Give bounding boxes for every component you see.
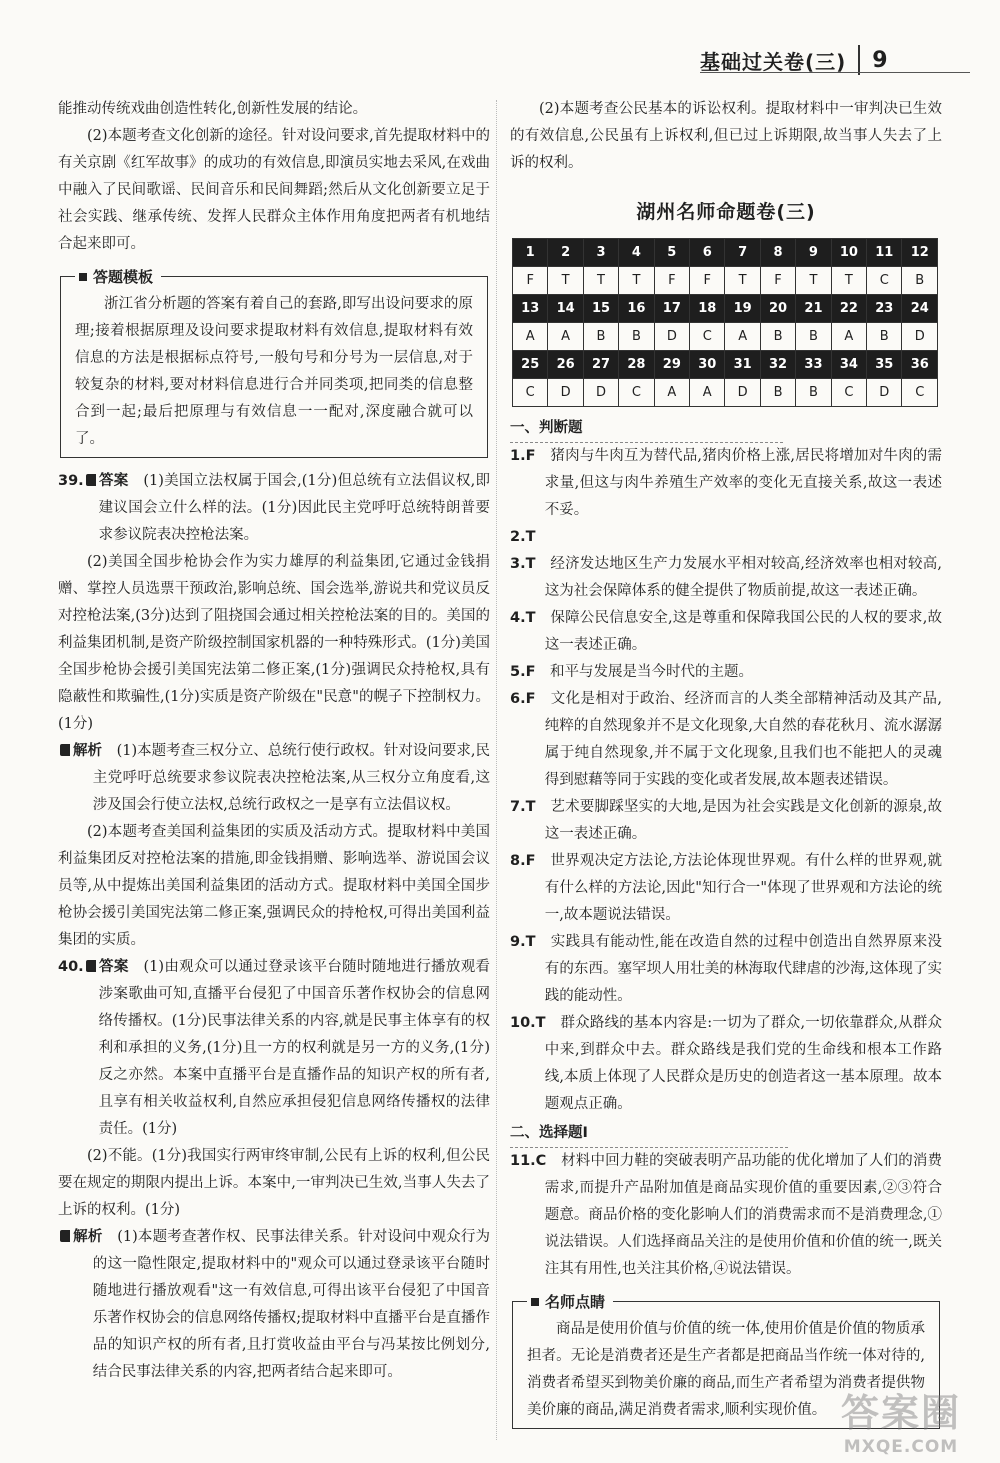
analysis-tag-label: 解析	[73, 1229, 103, 1245]
section-heading: 一、判断题	[510, 415, 783, 443]
q11-item	[510, 1148, 942, 1283]
paragraph: (2)本题考查美国利益集团的实质及活动方式。提取材料中美国利益集团反对控枪法案的措施,即金钱捐赠、影响选举、游说国会议员等,从中提炼出美国利益集团的活动方式。提取材料中美国全国步枪协会援引美国宪法第二修正案,强调民众的持枪权,可得出美国利益集团的实质。	[58, 824, 490, 948]
judgement-text: 保障公民信息安全,这是尊重和保障我国公民的人权的要求,故这一表述正确。	[544, 610, 943, 653]
question-number: 2.T	[510, 529, 536, 545]
answer-tag	[84, 959, 129, 975]
question-number-cell: 5	[654, 239, 689, 267]
question-number-cell: 32	[760, 351, 795, 379]
question-number-cell: 23	[867, 295, 902, 323]
question-number-cell: 36	[902, 351, 938, 379]
answer-cell: B	[760, 323, 795, 351]
judgement-item	[510, 794, 942, 848]
answer-table-answer-row	[513, 323, 938, 351]
answer-cell: T	[583, 267, 618, 295]
tag-marker-icon	[60, 1230, 70, 1242]
answer-cell: A	[831, 323, 866, 351]
question-number-cell: 29	[654, 351, 689, 379]
judgement-item	[510, 605, 942, 659]
answer-cell: F	[760, 267, 795, 295]
box-title: 答题模板	[75, 264, 161, 291]
question-number-cell: 31	[725, 351, 760, 379]
answer-cell: T	[831, 267, 866, 295]
answer-cell: C	[619, 379, 654, 407]
column-divider	[496, 100, 497, 1440]
paragraph: (2)本题考查文化创新的途径。针对设问要求,首先提取材料中的有关京剧《红军故事》的成功的有效信息,即演员实地去采风,在戏曲中融入了民间歌谣、民间音乐和民间舞蹈;然后从文化创新要立足于社会实践、继承传统、发挥人民群众主体作用角度把两者有机地结合起来即可。	[58, 128, 490, 252]
answer-cell: D	[548, 379, 583, 407]
judgement-text: 群众路线的基本内容是:一切为了群众,一切依靠群众,从群众中来,到群众中去。群众路线是我们党的生命线和根本工作路线,本质上体现了人民群众是历史的创造者这一基本原理。故本题观点正确。	[544, 1015, 943, 1112]
site-watermark	[826, 1382, 976, 1457]
question-number-cell: 34	[831, 351, 866, 379]
analysis-tag	[58, 743, 102, 759]
question-number-cell: 1	[513, 239, 548, 267]
answer-table-number-row	[513, 351, 938, 379]
judgement-text: 和平与发展是当今时代的主题。	[550, 664, 754, 680]
question-number-cell: 6	[690, 239, 725, 267]
answer-cell: F	[513, 267, 548, 295]
question-number-cell: 15	[583, 295, 618, 323]
q39-analysis	[58, 738, 490, 819]
analysis-tag-label: 解析	[73, 743, 103, 759]
left-column	[58, 96, 490, 1386]
question-number-cell: 11	[867, 239, 902, 267]
question-number-cell: 12	[902, 239, 938, 267]
question-number-cell: 9	[796, 239, 831, 267]
answer-table-number-row	[513, 239, 938, 267]
paper-title: 湖州名师命题卷(三)	[636, 201, 816, 223]
answer-cell: D	[867, 379, 902, 407]
answer-cell: B	[867, 323, 902, 351]
q11-text: 材料中回力鞋的突破表明产品功能的优化增加了人们的消费需求,而提升产品附加值是商品实现价值的重要因素,②③符合题意。商品价格的变化影响人们的消费需求而不是消费理念,①说法错误。人们选择商品关注的是使用价值和价值的统一,既关注其有用性,也关注其价格,④说法错误。	[544, 1153, 943, 1277]
judgement-text: 艺术要脚踩坚实的大地,是因为社会实践是文化创新的源泉,故这一表述正确。	[544, 799, 943, 842]
question-number-cell: 30	[690, 351, 725, 379]
question-number: 10.T	[510, 1015, 546, 1031]
right-column	[510, 96, 942, 1439]
question-number-cell: 7	[725, 239, 760, 267]
question-number-cell: 16	[619, 295, 654, 323]
question-number-cell: 13	[513, 295, 548, 323]
answer-cell: A	[654, 379, 689, 407]
answer-table-number-row	[513, 295, 938, 323]
question-number: 5.F	[510, 664, 536, 680]
question-number: 39.	[58, 473, 84, 489]
watermark-logo: 答案圈	[840, 1391, 961, 1435]
box-title: 名师点睛	[527, 1289, 613, 1316]
answer-cell: F	[654, 267, 689, 295]
question-number-cell: 35	[867, 351, 902, 379]
question-number-cell: 25	[513, 351, 548, 379]
question-number-cell: 19	[725, 295, 760, 323]
question-number-cell: 20	[760, 295, 795, 323]
tag-marker-icon	[86, 474, 96, 486]
question-number-cell: 17	[654, 295, 689, 323]
question-number: 4.T	[510, 610, 536, 626]
judgement-item	[510, 524, 942, 551]
answer-cell: A	[548, 323, 583, 351]
paragraph: (2)不能。(1分)我国实行两审终审制,公民有上诉的权利,但公民要在规定的期限内提出上诉。本案中,一审判决已生效,当事人失去了上诉的权利。(1分)	[58, 1148, 490, 1218]
answer-tag	[84, 473, 129, 489]
judgement-text: 实践具有能动性,能在改造自然的过程中创造出自然界原来没有的东西。塞罕坝人用壮美的林海取代肆虐的沙海,这体现了实践的能动性。	[544, 934, 943, 1004]
tag-marker-icon	[60, 744, 70, 756]
judgement-text: 经济发达地区生产力发展水平相对较高,经济效率也相对较高,这为社会保障体系的健全提供了物质前提,故这一表述正确。	[544, 556, 943, 599]
judgement-item	[510, 929, 942, 1010]
section-heading: 二、选择题Ⅰ	[510, 1120, 788, 1148]
header-rule	[700, 72, 970, 73]
q39-answer	[58, 468, 490, 549]
answer-cell: A	[513, 323, 548, 351]
watermark-url: MXQE.COM	[843, 1437, 959, 1457]
question-number: 1.F	[510, 448, 536, 464]
question-number: 8.F	[510, 853, 536, 869]
judgement-text: 猪肉与牛肉互为替代品,猪肉价格上涨,居民将增加对牛肉的需求量,但这与肉牛养殖生产效率的变化无直接关系,故这一表述不妥。	[544, 448, 943, 518]
question-number-cell: 14	[548, 295, 583, 323]
question-number: 3.T	[510, 556, 536, 572]
answer-cell: B	[902, 267, 938, 295]
answer-cell: D	[583, 379, 618, 407]
answer-cell: C	[831, 379, 866, 407]
answer-cell: A	[690, 379, 725, 407]
page-number: 9	[872, 47, 888, 73]
answer-cell: A	[725, 323, 760, 351]
tag-marker-icon	[86, 960, 96, 972]
answer-text: (1)由观众可以通过登录该平台随时随地进行播放观看涉案歌曲可知,直播平台侵犯了中国音乐著作权协会的信息网络传播权。(1分)民事法律关系的内容,就是民事主体享有的权利和承担的义务,(1分)且一方的权利就是另一方的义务,(1分)反之亦然。本案中直播平台是直播作品的知识产权的所有者,且享有相关收益权利,自然应承担侵犯信息网络传播权的法律责任。(1分)	[98, 959, 491, 1137]
answer-cell: B	[796, 379, 831, 407]
judgement-item	[510, 443, 942, 524]
header-divider	[858, 45, 860, 75]
answer-tag-label: 答案	[98, 959, 129, 975]
judgement-text: 世界观决定方法论,方法论体现世界观。有什么样的世界观,就有什么样的方法论,因此"知行合一"体现了世界观和方法论的统一,故本题说法错误。	[544, 853, 943, 923]
question-number-cell: 26	[548, 351, 583, 379]
answer-key-table	[512, 238, 938, 407]
question-number: 9.T	[510, 934, 536, 950]
question-number: 40.	[58, 959, 84, 975]
analysis-tag	[58, 1229, 103, 1245]
question-number-cell: 10	[831, 239, 866, 267]
answer-cell: B	[583, 323, 618, 351]
answer-cell: T	[725, 267, 760, 295]
question-number-cell: 22	[831, 295, 866, 323]
question-number: 6.F	[510, 691, 536, 707]
question-number-cell: 33	[796, 351, 831, 379]
question-number-cell: 27	[583, 351, 618, 379]
question-number-cell: 24	[902, 295, 938, 323]
question-number-cell: 21	[796, 295, 831, 323]
answer-text: (1)美国立法权属于国会,(1分)但总统有立法倡议权,即建议国会立什么样的法。(1分)因此民主党呼吁总统特朗普要求参议院表决控枪法案。	[98, 473, 491, 543]
answer-cell: B	[760, 379, 795, 407]
judgement-item	[510, 659, 942, 686]
answer-cell: C	[513, 379, 548, 407]
question-number-cell: 28	[619, 351, 654, 379]
answer-cell: T	[796, 267, 831, 295]
paragraph: 能推动传统戏曲创造性转化,创新性发展的结论。	[58, 101, 368, 117]
analysis-text: (1)本题考查三权分立、总统行使行政权。针对设问要求,民主党呼吁总统要求参议院表决控枪法案,从三权分立角度看,这涉及国会行使立法权,总统行政权之一是享有立法倡议权。	[92, 743, 491, 813]
box-text: 商品是使用价值与价值的统一体,使用价值是价值的物质承担者。无论是消费者还是生产者都是把商品当作统一体对待的,消费者希望买到物美价廉的商品,而生产者希望为消费者提供物美价廉的商品,满足消费者需求,顺利实现价值。	[527, 1321, 925, 1418]
judgement-item	[510, 686, 942, 794]
answer-cell: B	[619, 323, 654, 351]
answer-cell: B	[796, 323, 831, 351]
question-number: 11.C	[510, 1153, 547, 1169]
answer-cell: D	[725, 379, 760, 407]
judgement-item	[510, 1010, 942, 1118]
analysis-text: (1)本题考查著作权、民事法律关系。针对设问中观众行为的这一隐性限定,提取材料中的"观众可以通过登录该平台随时随地进行播放观看"这一有效信息,可得出该平台侵犯了中国音乐著作权协会的信息网络传播权;提取材料中直播平台是直播作品的知识产权的所有者,且打赏收益由平台与冯某按比例划分,结合民事法律关系的内容,把两者结合起来即可。	[92, 1229, 491, 1380]
answer-cell: T	[548, 267, 583, 295]
paragraph: (2)本题考查公民基本的诉讼权利。提取材料中一审判决已生效的有效信息,公民虽有上诉权利,但已过上诉期限,故当事人失去了上诉的权利。	[510, 101, 942, 171]
answer-cell: F	[690, 267, 725, 295]
judgement-item	[510, 848, 942, 929]
answer-template-box	[60, 268, 488, 458]
answer-table-answer-row	[513, 379, 938, 407]
answer-cell: C	[902, 379, 938, 407]
answer-cell: D	[902, 323, 938, 351]
answer-cell: C	[690, 323, 725, 351]
answer-cell: T	[619, 267, 654, 295]
answer-cell: C	[867, 267, 902, 295]
judgement-item	[510, 551, 942, 605]
answer-table-answer-row	[513, 267, 938, 295]
question-number-cell: 18	[690, 295, 725, 323]
q40-analysis	[58, 1224, 490, 1386]
answer-tag-label: 答案	[98, 473, 129, 489]
true-false-list	[510, 443, 942, 1118]
box-text: 浙江省分析题的答案有着自己的套路,即写出设问要求的原理;接着根据原理及设问要求提取材料有效信息,提取材料有效信息的方法是根据标点符号,一般句号和分号为一层信息,对于较复杂的材料,要对材料信息进行合并同类项,把同类的信息整合到一起;最后把原理与有效信息一一配对,深度融合就可以了。	[75, 296, 473, 447]
answer-cell: D	[654, 323, 689, 351]
question-number-cell: 2	[548, 239, 583, 267]
question-number-cell: 4	[619, 239, 654, 267]
q40-answer	[58, 954, 490, 1143]
paragraph: (2)美国全国步枪协会作为实力雄厚的利益集团,它通过金钱捐赠、掌控人员选票干预政治,影响总统、国会选举,游说共和党议员反对控枪法案,(3分)达到了阻挠国会通过相关控枪法案的目的。美国的利益集团机制,是资产阶级控制国家机器的一种特殊形式。(1分)美国全国步枪协会援引美国宪法第二修正案,(1分)强调民众持枪权,具有隐蔽性和欺骗性,(1分)实质是资产阶级在"民意"的幌子下控制权力。(1分)	[58, 554, 490, 732]
running-title: 基础过关卷(三)	[700, 49, 847, 74]
question-number-cell: 8	[760, 239, 795, 267]
question-number: 7.T	[510, 799, 536, 815]
judgement-text: 文化是相对于政治、经济而言的人类全部精神活动及其产品,纯粹的自然现象并不是文化现象,大自然的春花秋月、流水潺潺属于纯自然现象,并不属于文化现象,且我们也不能把人的灵魂得到慰藉等同于实践的变化或者发展,故本题表述错误。	[544, 691, 943, 788]
question-number-cell: 3	[583, 239, 618, 267]
page-header	[700, 40, 1000, 80]
